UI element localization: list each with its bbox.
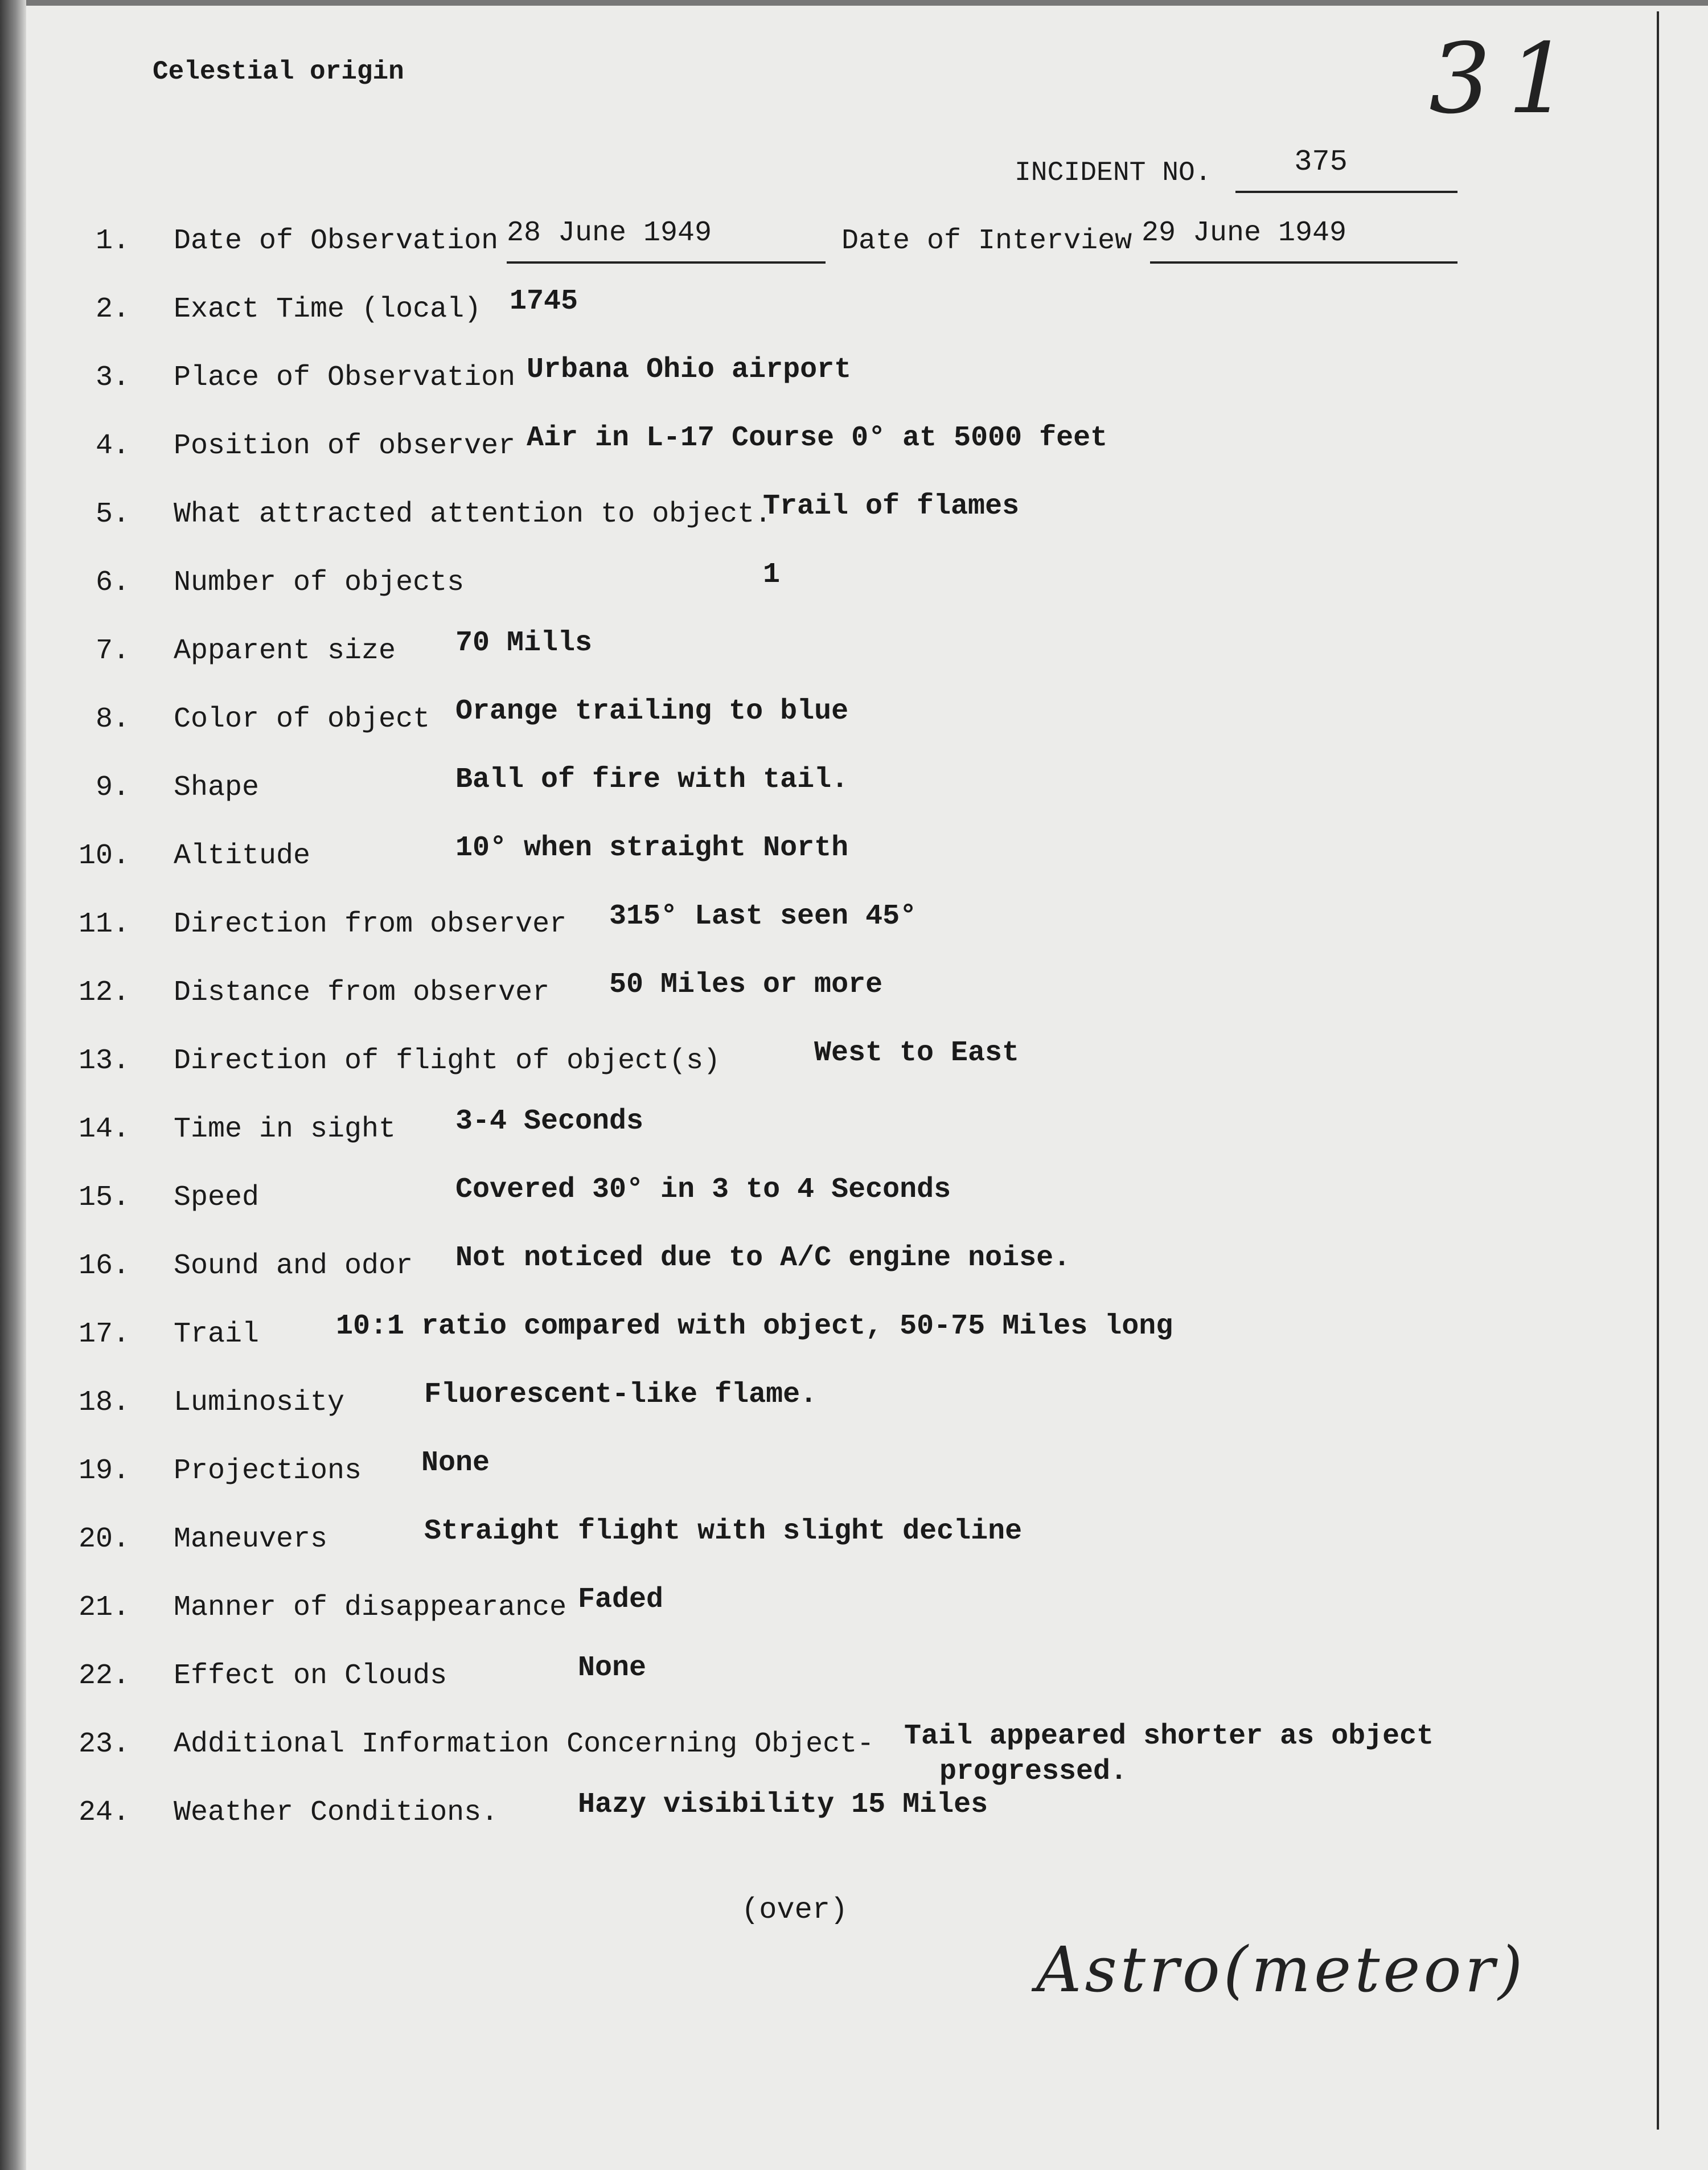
field-label: Maneuvers — [174, 1523, 328, 1556]
row-15 — [0, 1174, 1628, 1244]
field-value: 315° Last seen 45° — [609, 900, 917, 933]
handwritten-classification: Astro(meteor) — [1036, 1933, 1526, 2006]
row-number: 13. — [78, 1045, 130, 1077]
row-number: 4. — [95, 430, 130, 462]
row-20 — [0, 1515, 1628, 1586]
row-1 — [0, 217, 1628, 288]
field-label: Apparent size — [174, 635, 396, 667]
field-value: West to East — [814, 1037, 1020, 1069]
field-label: What attracted attention to object. — [174, 498, 772, 531]
incident-label: INCIDENT NO. — [1015, 158, 1212, 188]
field-value: 1 — [763, 559, 781, 591]
row-21 — [0, 1584, 1628, 1654]
field-label: Shape — [174, 772, 260, 804]
field-value: None — [421, 1447, 490, 1479]
row-18 — [0, 1379, 1628, 1449]
row-13 — [0, 1037, 1628, 1107]
field-value: 3-4 Seconds — [455, 1105, 644, 1138]
field-value: None — [578, 1652, 647, 1684]
field-label: Trail — [174, 1318, 260, 1351]
row-number: 2. — [95, 293, 130, 326]
field-value: Hazy visibility 15 Miles — [578, 1788, 988, 1821]
field-value: 10:1 ratio compared with object, 50-75 Miles long — [336, 1310, 1173, 1343]
field-value: 1745 — [510, 285, 578, 318]
interview-date-label: Date of Interview — [841, 225, 1132, 257]
row-number: 14. — [78, 1113, 130, 1146]
row-number: 15. — [78, 1182, 130, 1214]
row-number: 5. — [95, 498, 130, 531]
field-value: Urbana Ohio airport — [527, 354, 852, 386]
field-label: Effect on Clouds — [174, 1660, 447, 1692]
row-4 — [0, 422, 1628, 493]
row-10 — [0, 832, 1628, 903]
field-value: Trail of flames — [763, 490, 1020, 523]
field-value-continued: progressed. — [939, 1755, 1128, 1788]
observation-date-underline — [507, 259, 826, 264]
field-label: Number of objects — [174, 567, 465, 599]
row-number: 1. — [95, 225, 130, 257]
incident-number — [1235, 140, 1457, 193]
row-7 — [0, 627, 1628, 698]
field-value: Straight flight with slight decline — [424, 1515, 1023, 1548]
row-14 — [0, 1105, 1628, 1176]
row-number: 3. — [95, 362, 130, 394]
row-19 — [0, 1447, 1628, 1517]
field-label: Projections — [174, 1455, 362, 1487]
field-label: Place of Observation — [174, 362, 516, 394]
field-label: Direction of flight of object(s) — [174, 1045, 721, 1077]
row-number: 7. — [95, 635, 130, 667]
row-11 — [0, 900, 1628, 971]
field-value: Fluorescent-like flame. — [424, 1379, 818, 1411]
row-number: 17. — [78, 1318, 130, 1351]
row-number: 24. — [78, 1796, 130, 1829]
row-number: 21. — [78, 1591, 130, 1624]
row-number: 8. — [95, 703, 130, 736]
handwritten-page-number: 31 — [1429, 23, 1587, 136]
field-label: Weather Conditions. — [174, 1796, 499, 1829]
row-6 — [0, 559, 1628, 629]
row-8 — [0, 695, 1628, 766]
row-number: 10. — [78, 840, 130, 872]
row-16 — [0, 1242, 1628, 1312]
row-number: 20. — [78, 1523, 130, 1556]
row-number: 9. — [95, 772, 130, 804]
row-3 — [0, 354, 1628, 424]
field-label: Luminosity — [174, 1386, 345, 1419]
observation-date-value: 28 June 1949 — [507, 217, 712, 249]
field-value: 50 Miles or more — [609, 969, 883, 1001]
row-22 — [0, 1652, 1628, 1722]
field-label: Position of observer — [174, 430, 516, 462]
field-value: 70 Mills — [455, 627, 593, 659]
field-label: Additional Information Concerning Object- — [174, 1728, 874, 1761]
interview-date-value: 29 June 1949 — [1142, 217, 1347, 249]
field-value: Not noticed due to A/C engine noise. — [455, 1242, 1071, 1274]
field-label: Altitude — [174, 840, 311, 872]
field-label: Speed — [174, 1182, 260, 1214]
header-note: Celestial origin — [153, 57, 404, 87]
row-9 — [0, 764, 1628, 834]
field-value: Orange trailing to blue — [455, 695, 849, 728]
field-label: Color of object — [174, 703, 430, 736]
row-number: 12. — [78, 977, 130, 1009]
row-number: 6. — [95, 567, 130, 599]
row-number: 23. — [78, 1728, 130, 1761]
field-label: Sound and odor — [174, 1250, 413, 1282]
incident-number-text: 375 — [1294, 145, 1348, 179]
row-number: 19. — [78, 1455, 130, 1487]
row-5 — [0, 490, 1628, 561]
field-label: Distance from observer — [174, 977, 550, 1009]
field-value: 10° when straight North — [455, 832, 849, 864]
scan-right-edge — [1657, 11, 1659, 2130]
observation-date-label: Date of Observation — [174, 225, 499, 257]
field-label: Exact Time (local) — [174, 293, 482, 326]
field-value: Covered 30° in 3 to 4 Seconds — [455, 1174, 951, 1206]
field-value: Tail appeared shorter as object — [904, 1720, 1434, 1753]
field-label: Direction from observer — [174, 908, 567, 941]
field-value: Ball of fire with tail. — [455, 764, 849, 796]
field-label: Time in sight — [174, 1113, 396, 1146]
scan-top-edge — [0, 0, 1708, 6]
row-number: 18. — [78, 1386, 130, 1419]
row-12 — [0, 969, 1628, 1039]
row-number: 22. — [78, 1660, 130, 1692]
over-note: (over) — [741, 1893, 848, 1927]
row-2 — [0, 285, 1628, 356]
field-value: Faded — [578, 1584, 664, 1616]
row-number: 11. — [78, 908, 130, 941]
row-23 — [0, 1720, 1628, 1791]
row-17 — [0, 1310, 1628, 1381]
field-value: Air in L-17 Course 0° at 5000 feet — [527, 422, 1108, 454]
row-number: 16. — [78, 1250, 130, 1282]
interview-date-underline — [1150, 259, 1457, 264]
field-label: Manner of disappearance — [174, 1591, 567, 1624]
row-24 — [0, 1788, 1628, 1859]
